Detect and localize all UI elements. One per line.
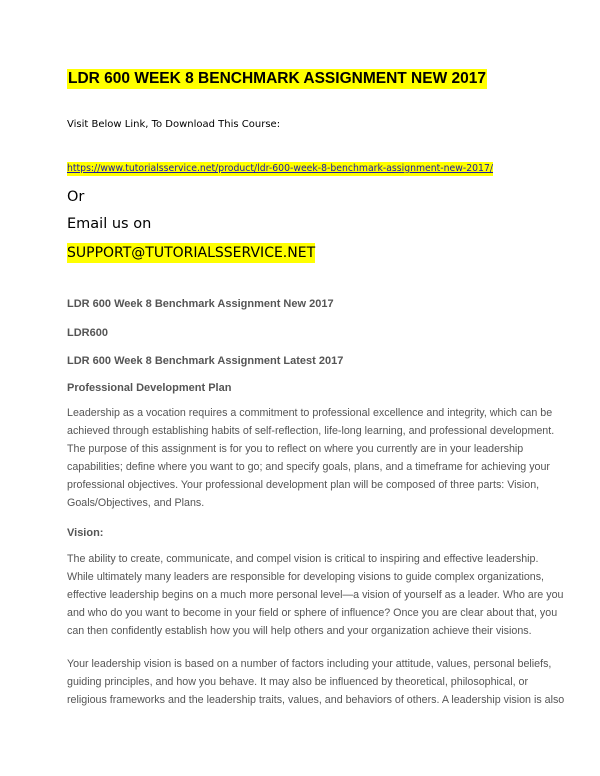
paragraph-line: religious frameworks and the leadership traits, values, and behaviors of others. A leadership vision is also bbox=[67, 694, 565, 706]
paragraph-line: capabilities; define where you want to go; and specify goals, plans, and a timeframe for achieving your bbox=[67, 461, 550, 473]
paragraph-line: effective leadership begins on a much more personal level—a vision of yourself as a leader. Who are you bbox=[67, 589, 564, 601]
course-link[interactable]: https://www.tutorialsservice.net/product/ldr-600-week-8-benchmark-assignment-new-2017/ bbox=[67, 163, 494, 174]
heading-assignment-new: LDR 600 Week 8 Benchmark Assignment New 2017 bbox=[67, 298, 334, 310]
paragraph-line: can then confidently establish how you will help others and your organization achieve their visions. bbox=[67, 625, 532, 637]
heading-assignment-latest: LDR 600 Week 8 Benchmark Assignment Latest 2017 bbox=[67, 355, 344, 367]
visit-instruction: Visit Below Link, To Download This Course: bbox=[67, 119, 281, 130]
paragraph-line: professional objectives. Your professional development plan will be composed of three parts: Vision, bbox=[67, 479, 540, 491]
heading-vision: Vision: bbox=[67, 527, 104, 539]
paragraph-line: achieved through establishing habits of self-reflection, life-long learning, and professional development. bbox=[67, 425, 555, 437]
email-us-text: Email us on bbox=[67, 216, 152, 232]
paragraph-line: The ability to create, communicate, and compel vision is critical to inspiring and effective leadership. bbox=[67, 553, 539, 565]
paragraph-line: While ultimately many leaders are responsible for developing visions to guide complex organizations, bbox=[67, 571, 545, 583]
paragraph-line: guiding principles, and how you behave. It may also be influenced by theoretical, philosophical, or bbox=[67, 676, 529, 688]
paragraph-line: and who do you want to become in your field or sphere of influence? Once you are clear about that, you bbox=[67, 607, 558, 619]
or-text: Or bbox=[67, 189, 85, 205]
paragraph-line: Goals/Objectives, and Plans. bbox=[67, 497, 205, 509]
paragraph-intro bbox=[67, 404, 555, 512]
paragraph-line: Leadership as a vocation requires a commitment to professional excellence and integrity, which can be bbox=[67, 407, 553, 419]
paragraph-line: Your leadership vision is based on a number of factors including your attitude, values, personal beliefs, bbox=[67, 658, 552, 670]
heading-professional-development-plan: Professional Development Plan bbox=[67, 382, 232, 394]
document-title: LDR 600 WEEK 8 BENCHMARK ASSIGNMENT NEW 2017 bbox=[68, 70, 486, 87]
paragraph-leadership-vision bbox=[67, 655, 565, 709]
paragraph-vision bbox=[67, 550, 564, 640]
heading-course-code: LDR600 bbox=[67, 327, 108, 339]
support-email: SUPPORT@TUTORIALSSERVICE.NET bbox=[67, 245, 316, 261]
paragraph-line: The purpose of this assignment is for you to reflect on where you currently are in your leadership bbox=[67, 443, 524, 455]
